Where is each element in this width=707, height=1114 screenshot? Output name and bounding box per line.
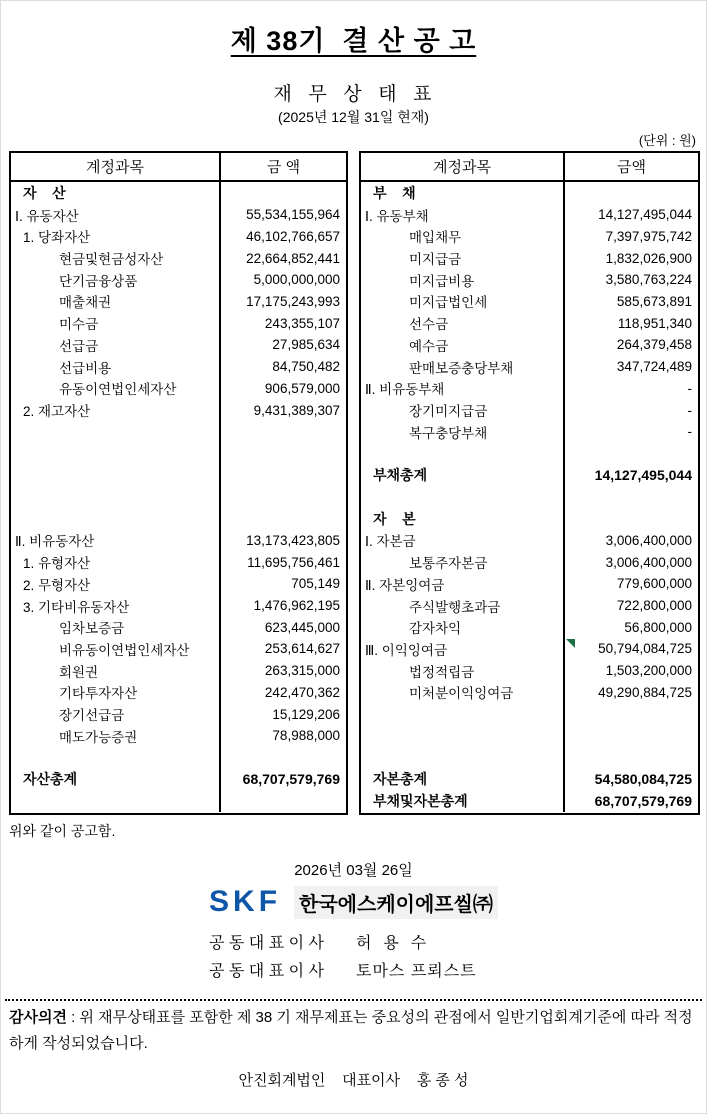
table-row — [361, 725, 698, 747]
column-header-amount: 금액 — [563, 153, 698, 180]
account-label: 비유동이연법인세자산 — [59, 642, 190, 658]
account-label — [11, 508, 219, 530]
table-row — [361, 204, 698, 226]
account-label — [11, 443, 219, 465]
amount-value: 17,175,243,993 — [219, 291, 346, 313]
account-label: 1. 유형자산 — [23, 556, 91, 572]
table-row — [361, 486, 698, 508]
amount-value: 263,315,000 — [219, 660, 346, 682]
table-row — [361, 247, 698, 269]
amount-value — [219, 747, 346, 769]
account-label: 미수금 — [59, 317, 99, 333]
amount-value: 1,832,026,900 — [563, 247, 698, 269]
table-row — [11, 638, 346, 660]
amount-value: 906,579,000 — [219, 377, 346, 399]
account-label: 보통주자본금 — [409, 556, 488, 572]
amount-value — [563, 703, 698, 725]
signature-line — [209, 955, 477, 983]
column-header-account: 계정과목 — [433, 159, 491, 176]
account-label: 미지급비용 — [409, 273, 475, 289]
table-row — [11, 399, 346, 421]
account-label — [11, 421, 219, 443]
account-label — [11, 790, 219, 812]
table-row — [361, 703, 698, 725]
account-label: 임차보증금 — [59, 621, 125, 637]
account-label: 현금및현금성자산 — [59, 252, 164, 268]
table-row — [361, 464, 698, 486]
amount-value: 56,800,000 — [563, 616, 698, 638]
audit-opinion-label: 감사의견 — [9, 1009, 67, 1026]
amount-value: 78,988,000 — [219, 725, 346, 747]
table-row — [361, 682, 698, 704]
account-label: 선수금 — [409, 317, 449, 333]
signature-block — [209, 927, 477, 983]
table-row — [361, 334, 698, 356]
table-row — [11, 464, 346, 486]
account-label: 자 산 — [23, 184, 66, 201]
table-row — [361, 551, 698, 573]
signature-line — [209, 927, 477, 955]
amount-value — [219, 443, 346, 465]
account-label — [361, 703, 563, 725]
amount-value: 243,355,107 — [219, 312, 346, 334]
table-row — [361, 616, 698, 638]
table-row — [361, 790, 698, 812]
amount-value: 14,127,495,044 — [563, 204, 698, 226]
amount-value: 14,127,495,044 — [563, 464, 698, 486]
amount-value: 84,750,482 — [219, 356, 346, 378]
company-row — [1, 885, 706, 919]
amount-value — [219, 182, 346, 204]
amount-value: 68,707,579,769 — [563, 790, 698, 812]
amount-value — [563, 443, 698, 465]
account-label — [361, 443, 563, 465]
table-row — [11, 247, 346, 269]
table-row — [361, 638, 698, 660]
table-row — [11, 312, 346, 334]
table-row — [361, 573, 698, 595]
account-label — [361, 486, 563, 508]
amount-value: 779,600,000 — [563, 573, 698, 595]
notice-text: 위와 같이 공고함. — [9, 823, 116, 839]
account-label — [11, 464, 219, 486]
table-row — [361, 269, 698, 291]
amount-value: 118,951,340 — [563, 312, 698, 334]
table-row — [361, 182, 698, 204]
signer-title: 공 동 대 표 이 사 — [209, 934, 324, 952]
table-row — [11, 595, 346, 617]
amount-value — [219, 464, 346, 486]
account-label: 2. 재고자산 — [23, 404, 91, 420]
table-row — [361, 356, 698, 378]
account-label: 자 본 — [373, 510, 416, 527]
account-label: 미지급법인세 — [409, 295, 488, 311]
signer-title: 공 동 대 표 이 사 — [209, 962, 324, 980]
account-label — [361, 725, 563, 747]
amount-value: 68,707,579,769 — [219, 768, 346, 790]
amount-value: 1,503,200,000 — [563, 660, 698, 682]
table-row — [361, 312, 698, 334]
skf-logo: SKF — [209, 885, 282, 918]
amount-value: 22,664,852,441 — [219, 247, 346, 269]
account-label: 미처분이익잉여금 — [409, 686, 514, 702]
amount-value: 705,149 — [219, 573, 346, 595]
table-row — [11, 269, 346, 291]
table-row — [361, 530, 698, 552]
account-label: 감자차익 — [409, 621, 462, 637]
auditor-line: 안진회계법인 대표이사 홍 종 성 — [238, 1072, 469, 1089]
account-label: 법정적립금 — [409, 664, 475, 680]
amount-value — [563, 508, 698, 530]
as-of-date: (2025년 12월 31일 현재) — [278, 109, 429, 125]
amount-value — [563, 182, 698, 204]
table-row — [361, 421, 698, 443]
unit-label: (단위 : 원) — [638, 133, 696, 148]
account-label: 매입채무 — [409, 230, 462, 246]
table-row — [11, 486, 346, 508]
company-name: 한국에스케이에프씰㈜ — [294, 886, 498, 919]
table-row — [11, 768, 346, 790]
amount-value: - — [563, 421, 698, 443]
assets-table-body — [11, 182, 346, 812]
table-row — [361, 399, 698, 421]
table-row — [11, 508, 346, 530]
amount-value: 15,129,206 — [219, 703, 346, 725]
table-row — [11, 616, 346, 638]
amount-value: 54,580,084,725 — [563, 768, 698, 790]
liabilities-equity-table — [359, 151, 700, 815]
table-row — [11, 225, 346, 247]
table-row — [361, 377, 698, 399]
account-label: 단기금융상품 — [59, 273, 138, 289]
table-row — [361, 291, 698, 313]
amount-value — [219, 508, 346, 530]
account-label: 부채및자본총계 — [373, 792, 468, 809]
table-row — [361, 225, 698, 247]
account-label — [11, 747, 219, 769]
account-label: Ⅰ. 유동부채 — [365, 208, 429, 224]
account-label: 선급금 — [59, 338, 99, 354]
amount-value: 3,006,400,000 — [563, 551, 698, 573]
assets-table — [9, 151, 348, 815]
amount-value — [563, 725, 698, 747]
table-row — [11, 660, 346, 682]
amount-value: 253,614,627 — [219, 638, 346, 660]
amount-value: - — [563, 377, 698, 399]
account-label: 매도가능증권 — [59, 729, 138, 745]
table-row — [11, 356, 346, 378]
amount-value: 242,470,362 — [219, 682, 346, 704]
account-label: Ⅰ. 자본금 — [365, 534, 416, 550]
assets-table-header — [11, 153, 346, 182]
account-label: 주식발행초과금 — [409, 599, 501, 615]
account-label: 판매보증충당부채 — [409, 360, 514, 376]
liabilities-table-header — [361, 153, 698, 182]
amount-value: 27,985,634 — [219, 334, 346, 356]
table-row — [11, 182, 346, 204]
amount-value: 3,006,400,000 — [563, 530, 698, 552]
account-label: Ⅰ. 유동자산 — [15, 208, 79, 224]
amount-value: 11,695,756,461 — [219, 551, 346, 573]
column-header-amount: 금 액 — [219, 153, 346, 180]
amount-value: 50,794,084,725 — [563, 638, 698, 660]
table-row — [11, 204, 346, 226]
amount-value: 55,534,155,964 — [219, 204, 346, 226]
amount-value: 1,476,962,195 — [219, 595, 346, 617]
amount-value: 49,290,884,725 — [563, 682, 698, 704]
amount-value: - — [563, 399, 698, 421]
account-label: 자산총계 — [23, 771, 78, 788]
signer-name: 허 용 수 — [356, 934, 428, 952]
table-row — [11, 682, 346, 704]
table-row — [11, 573, 346, 595]
announcement-date: 2026년 03월 26일 — [294, 862, 413, 879]
amount-value: 3,580,763,224 — [563, 269, 698, 291]
account-label: 장기선급금 — [59, 708, 125, 724]
account-label — [11, 486, 219, 508]
amount-value: 264,379,458 — [563, 334, 698, 356]
account-label — [361, 747, 563, 769]
amount-value: 9,431,389,307 — [219, 399, 346, 421]
table-row — [361, 595, 698, 617]
table-row — [11, 291, 346, 313]
account-label: 2. 무형자산 — [23, 577, 91, 593]
amount-value — [563, 486, 698, 508]
amount-value: 623,445,000 — [219, 616, 346, 638]
table-row — [11, 725, 346, 747]
account-label: 3. 기타비유동자산 — [23, 599, 130, 615]
amount-value: 13,173,423,805 — [219, 530, 346, 552]
table-row — [11, 334, 346, 356]
account-label: 미지급금 — [409, 252, 462, 268]
table-row — [361, 747, 698, 769]
table-row — [361, 443, 698, 465]
account-label: 자본총계 — [373, 771, 428, 788]
table-row — [11, 790, 346, 812]
table-row — [361, 508, 698, 530]
amount-value — [563, 747, 698, 769]
dotted-divider — [5, 999, 702, 1001]
amount-value — [219, 421, 346, 443]
page-title: 제 38기 결 산 공 고 — [230, 26, 477, 56]
table-row — [361, 660, 698, 682]
amount-value: 46,102,766,657 — [219, 225, 346, 247]
table-row — [361, 768, 698, 790]
column-header-account: 계정과목 — [86, 159, 144, 176]
amount-value — [219, 486, 346, 508]
table-row — [11, 421, 346, 443]
signer-name: 토마스 프뢰스트 — [356, 962, 477, 980]
account-label: Ⅱ. 비유동부채 — [365, 382, 445, 398]
account-label: 복구충당부채 — [409, 425, 488, 441]
account-label: 선급비용 — [59, 360, 112, 376]
audit-opinion — [9, 1005, 703, 1057]
amount-value: 347,724,489 — [563, 356, 698, 378]
account-label: 부 채 — [373, 184, 416, 201]
account-label: Ⅱ. 비유동자산 — [15, 534, 95, 550]
amount-value: 722,800,000 — [563, 595, 698, 617]
account-label: 기타투자자산 — [59, 686, 138, 702]
account-label: 유동이연법인세자산 — [59, 382, 177, 398]
table-row — [11, 530, 346, 552]
table-row — [11, 551, 346, 573]
account-label: Ⅲ. 이익잉여금 — [365, 642, 448, 658]
liabilities-table-body — [361, 182, 698, 812]
audit-opinion-text: : 위 재무상태표를 포함한 제 38 기 재무제표는 중요성의 관점에서 일반기업회계기준에 따라 적정하게 작성되었습니다. — [9, 1009, 693, 1052]
account-label: Ⅱ. 자본잉여금 — [365, 577, 445, 593]
cell-flag-icon — [566, 639, 575, 648]
account-label: 부채총계 — [373, 467, 428, 484]
account-label: 매출채권 — [59, 295, 112, 311]
account-label: 회원권 — [59, 664, 99, 680]
table-row — [11, 443, 346, 465]
account-label: 1. 당좌자산 — [23, 230, 91, 246]
account-label: 장기미지급금 — [409, 404, 488, 420]
table-row — [11, 747, 346, 769]
account-label: 예수금 — [409, 338, 449, 354]
amount-value: 7,397,975,742 — [563, 225, 698, 247]
amount-value: 5,000,000,000 — [219, 269, 346, 291]
amount-value: 585,673,891 — [563, 291, 698, 313]
table-row — [11, 377, 346, 399]
amount-value — [219, 790, 346, 812]
statement-subtitle: 재 무 상 태 표 — [273, 84, 434, 105]
table-row — [11, 703, 346, 725]
